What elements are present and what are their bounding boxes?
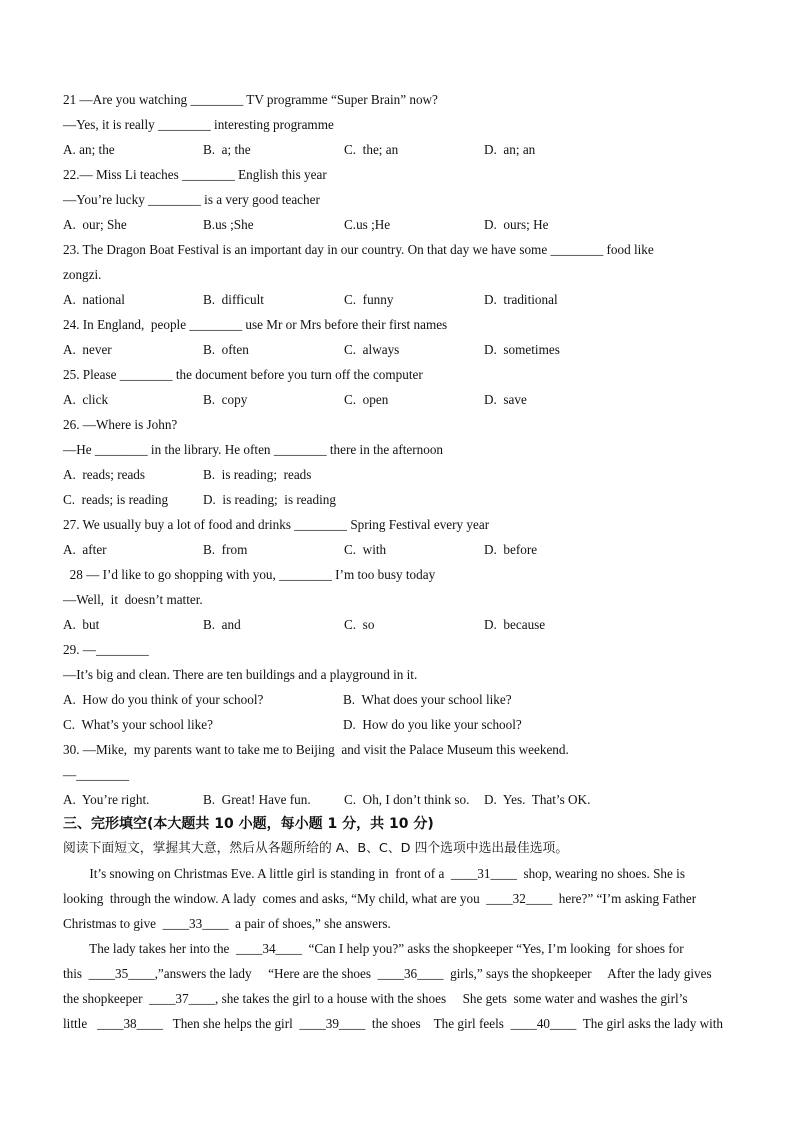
answer-option: C. reads; is reading — [63, 492, 169, 507]
passage-line: the shopkeeper ____37____, she takes the girl to a house with the shoes She gets some water and washes the girl’s — [63, 991, 688, 1006]
question-stem: zongzi. — [63, 267, 102, 282]
question-stem: 21 —Are you watching ________ TV programme “Super Brain” now? — [63, 92, 438, 107]
answer-option: B. a; the — [203, 142, 251, 157]
answer-option: D. Yes. That’s OK. — [484, 792, 591, 807]
answer-option: D. is reading; is reading — [203, 492, 336, 507]
answer-option: D. How do you like your school? — [343, 717, 522, 732]
question-stem: 22.— Miss Li teaches ________ English this year — [63, 167, 327, 182]
answer-option: B. What does your school like? — [343, 692, 512, 707]
answer-option: B. from — [203, 542, 248, 557]
question-stem: 28 — I’d like to go shopping with you, ________ I’m too busy today — [63, 567, 436, 582]
question-stem: —He ________ in the library. He often ________ there in the afternoon — [63, 442, 444, 457]
question-stem: —Yes, it is really ________ interesting programme — [63, 117, 334, 132]
answer-option: A. click — [63, 392, 109, 407]
section-heading: 三、完形填空(本大题共 10 小题，每小题 1 分，共 10 分) — [63, 816, 434, 832]
section-instruction: 阅读下面短文，掌握其大意，然后从各题所给的 A、B、C、D 四个选项中选出最佳选项。 — [63, 841, 569, 856]
question-stem: 23. The Dragon Boat Festival is an important day in our country. On that day we have some ________ food like — [63, 242, 654, 257]
passage-line: Christmas to give ____33____ a pair of shoes,” she answers. — [63, 916, 391, 931]
answer-option: D. an; an — [484, 142, 536, 157]
answer-option: A. never — [63, 342, 112, 357]
question-stem: 29. —________ — [63, 642, 149, 657]
answer-option: C.us ;He — [344, 217, 391, 232]
answer-option: D. traditional — [484, 292, 558, 307]
passage-line: this ____35____,”answers the lady “Here are the shoes ____36____ girls,” says the shopkeeper After the lady gives — [63, 966, 712, 981]
passage-line: looking through the window. A lady comes and asks, “My child, what are you ____32____ here?” “I’m asking Father — [63, 891, 697, 906]
question-stem: 27. We usually buy a lot of food and drinks ________ Spring Festival every year — [63, 517, 490, 532]
question-stem: —It’s big and clean. There are ten buildings and a playground in it. — [63, 667, 418, 682]
answer-option: B. copy — [203, 392, 248, 407]
answer-option: C. Oh, I don’t think so. — [344, 792, 470, 807]
answer-option: A. How do you think of your school? — [63, 692, 264, 707]
answer-option: B. Great! Have fun. — [203, 792, 311, 807]
question-stem: —Well, it doesn’t matter. — [63, 592, 203, 607]
answer-option: D. sometimes — [484, 342, 560, 357]
question-stem: 25. Please ________ the document before you turn off the computer — [63, 367, 423, 382]
answer-option: B. difficult — [203, 292, 264, 307]
answer-option: C. so — [344, 617, 375, 632]
question-stem: 30. —Mike, my parents want to take me to Beijing and visit the Palace Museum this weekend. — [63, 742, 569, 757]
answer-option: B.us ;She — [203, 217, 254, 232]
answer-option: C. What’s your school like? — [63, 717, 213, 732]
answer-option: C. with — [344, 542, 387, 557]
answer-option: B. and — [203, 617, 241, 632]
question-stem: —You’re lucky ________ is a very good teacher — [63, 192, 320, 207]
answer-option: B. is reading; reads — [203, 467, 312, 482]
answer-option: D. because — [484, 617, 546, 632]
answer-option: B. often — [203, 342, 249, 357]
answer-option: D. save — [484, 392, 527, 407]
answer-option: C. open — [344, 392, 389, 407]
answer-option: C. always — [344, 342, 400, 357]
answer-option: C. funny — [344, 292, 394, 307]
answer-option: A. after — [63, 542, 107, 557]
answer-option: A. our; She — [63, 217, 127, 232]
answer-option: A. national — [63, 292, 125, 307]
answer-option: D. ours; He — [484, 217, 549, 232]
answer-option: A. reads; reads — [63, 467, 146, 482]
question-stem: 26. —Where is John? — [63, 417, 178, 432]
answer-option: A. but — [63, 617, 100, 632]
answer-option: C. the; an — [344, 142, 399, 157]
passage-line: The lady takes her into the ____34____ “Can I help you?” asks the shopkeeper “Yes, I’m looking for shoes for — [63, 941, 684, 956]
passage-line: little ____38____ Then she helps the girl ____39____ the shoes The girl feels ____40____ The girl asks the lady with — [63, 1016, 724, 1031]
question-stem: —________ — [63, 767, 129, 782]
answer-option: A. You’re right. — [63, 792, 150, 807]
question-stem: 24. In England, people ________ use Mr or Mrs before their first names — [63, 317, 448, 332]
answer-option: A. an; the — [63, 142, 115, 157]
passage-line: It’s snowing on Christmas Eve. A little girl is standing in front of a ____31____ shop, wearing no shoes. She is — [63, 866, 685, 881]
answer-option: D. before — [484, 542, 538, 557]
